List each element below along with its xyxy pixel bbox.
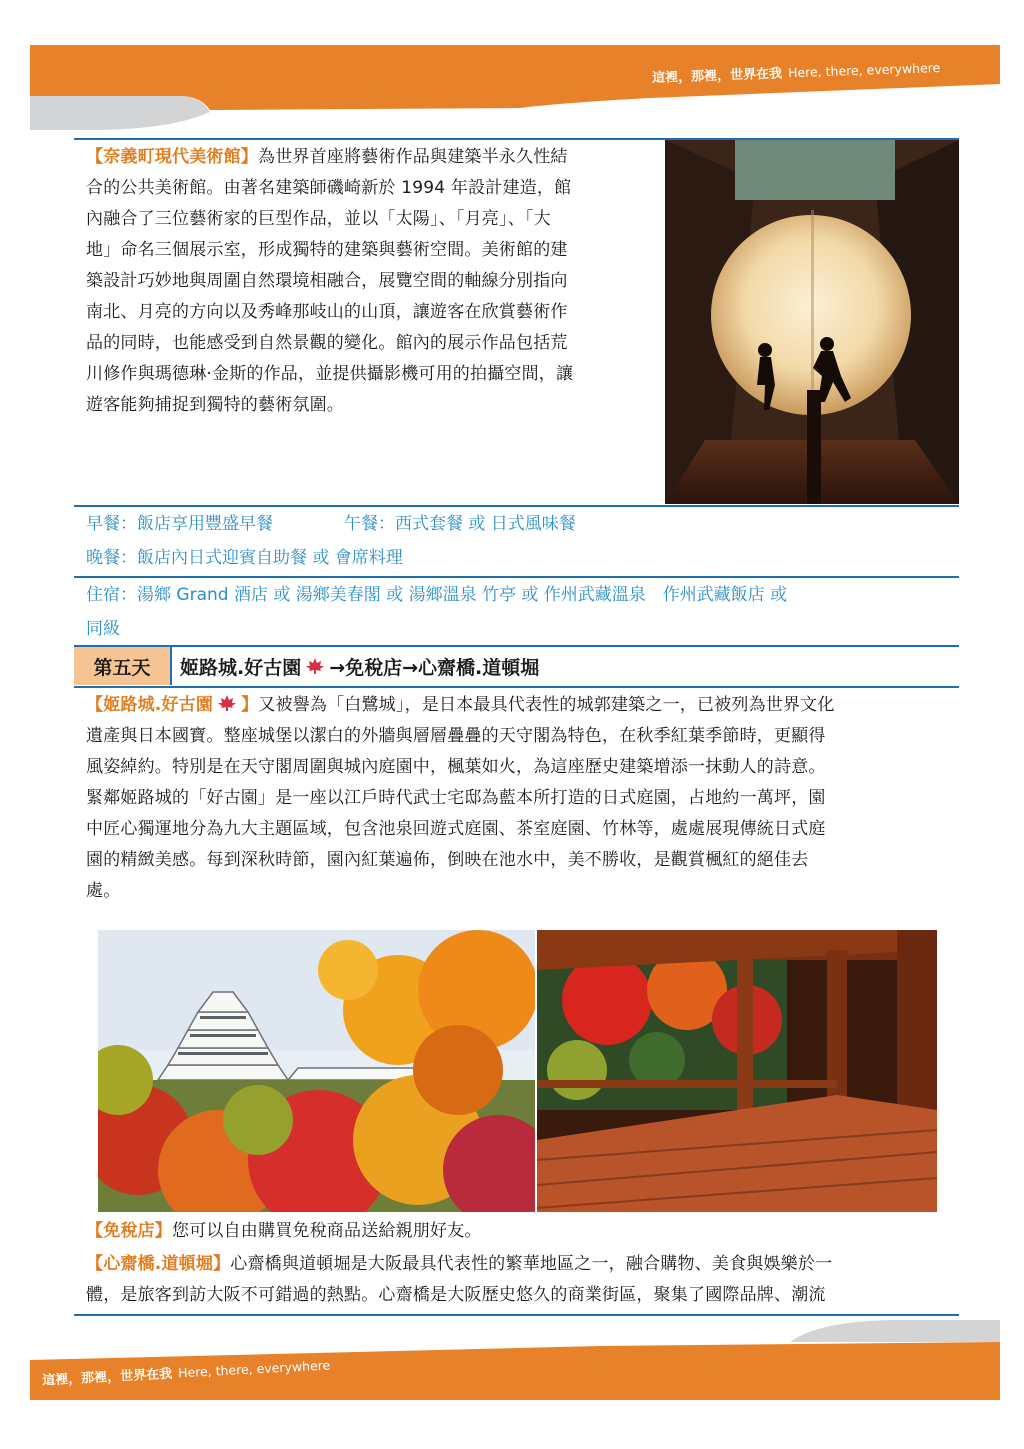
text-line: 心齋橋與道頓堀是大阪最具代表性的繁華地區之一，融合購物、美食與娛樂於一 (230, 1254, 833, 1274)
day-separator (170, 647, 172, 685)
maple-leaf-icon (217, 694, 237, 712)
text-line: 園的精緻美感。每到深秋時節，園內紅葉遍佈，倒映在池水中，美不勝收，是觀賞楓紅的絕佳去 (86, 850, 809, 870)
maple-leaf-icon (305, 657, 325, 675)
text-line: 品的同時，也能感受到自然景觀的變化。館內的展示作品包括荒 (86, 333, 568, 353)
slogan-chinese: 這裡，那裡，世界在我 (651, 66, 783, 87)
slogan-english: Here, there, everywhere (177, 1357, 331, 1381)
text-line: 築設計巧妙地與周圍自然環境相融合，展覽空間的軸線分別指向 (86, 271, 568, 291)
section-divider (74, 1314, 959, 1316)
day-title (180, 647, 539, 685)
slogan-chinese: 這裡，那裡，世界在我 (41, 1366, 173, 1389)
text-line: 體，是旅客到訪大阪不可錯過的熱點。心齋橋是大阪歷史悠久的商業街區，聚集了國際品牌、潮流 (86, 1285, 826, 1305)
section-divider (74, 505, 959, 507)
text-line: 遺產與日本國寶。整座城堡以潔白的外牆與層層疊疊的天守閣為特色，在秋季紅葉季節時，更顯得 (86, 726, 826, 746)
text-line: 南北、月亮的方向以及秀峰那岐山的山頂，讓遊客在欣賞藝術作 (86, 302, 568, 322)
lodging-info-cont: 同級 (86, 619, 120, 639)
text-line: 處。 (86, 881, 121, 901)
text-line: 緊鄰姬路城的「好古園」是一座以江戶時代武士宅邸為藍本所打造的日式庭園，占地約一萬坪，園 (86, 788, 826, 808)
text-line: 合的公共美術館。由著名建築師磯崎新於 1994 年設計建造，館 (86, 178, 572, 198)
dinner-info: 晚餐：飯店內日式迎賓自助餐 或 會席料理 (86, 548, 403, 568)
section-divider (74, 686, 959, 688)
text-line: 地」命名三個展示室，形成獨特的建築與藝術空間。美術館的建 (86, 240, 568, 260)
text-line: 川修作與瑪德琳·金斯的作品，並提供攝影機可用的拍攝空間，讓 (86, 364, 574, 384)
dutyfree-title: 【免稅店】 (86, 1221, 172, 1241)
lodging-info: 住宿：湯鄉 Grand 酒店 或 湯鄉美春閣 或 湯鄉溫泉 竹亭 或 作州武藏溫泉 作州武藏飯店 或 (86, 585, 788, 605)
section-divider (74, 576, 959, 578)
dutyfree-text: 您可以自由購買免稅商品送給親朋好友。 (172, 1221, 482, 1241)
himeji-description (86, 690, 956, 907)
museum-photo (665, 140, 959, 504)
text-line: 為世界首座將藝術作品與建築半永久性結 (258, 147, 568, 167)
text-line: 風姿綽約。特別是在天守閣周圍與城內庭園中，楓葉如火，為這座歷史建築增添一抹動人的詩意。 (86, 757, 826, 777)
shinsaibashi-description (86, 1249, 956, 1311)
day-title-part1: 姬路城.好古園 (180, 656, 302, 679)
dutyfree-info (86, 1216, 482, 1247)
himeji-castle-photo (98, 930, 535, 1212)
himeji-title-close: 】 (241, 695, 259, 715)
breakfast-info: 早餐：飯店享用豐盛早餐 (86, 514, 273, 534)
text-line: 遊客能夠捕捉到獨特的藝術氛圍。 (86, 395, 344, 415)
day-label: 第五天 (74, 647, 170, 685)
text-line: 內融合了三位藝術家的巨型作品，並以「太陽」、「月亮」、「大 (86, 209, 551, 229)
museum-description (86, 142, 646, 421)
slogan-english: Here, there, everywhere (787, 59, 941, 81)
lunch-info: 午餐：西式套餐 或 日式風味餐 (344, 514, 576, 534)
kokoen-garden-photo (537, 930, 937, 1212)
text-line: 中匠心獨運地分為九大主題區域，包含池泉回遊式庭園、茶室庭園、竹林等，處處展現傳統日式庭 (86, 819, 826, 839)
shinsaibashi-title: 【心齋橋.道頓堀】 (86, 1254, 231, 1274)
text-line: 又被譽為「白鷺城」，是日本最具代表性的城郭建築之一，已被列為世界文化 (258, 695, 835, 715)
himeji-title: 【姬路城.好古園 (86, 695, 214, 715)
museum-title: 【奈義町現代美術館】 (86, 147, 258, 167)
day-title-part2: →免稅店→心齋橋.道頓堀 (329, 656, 540, 679)
